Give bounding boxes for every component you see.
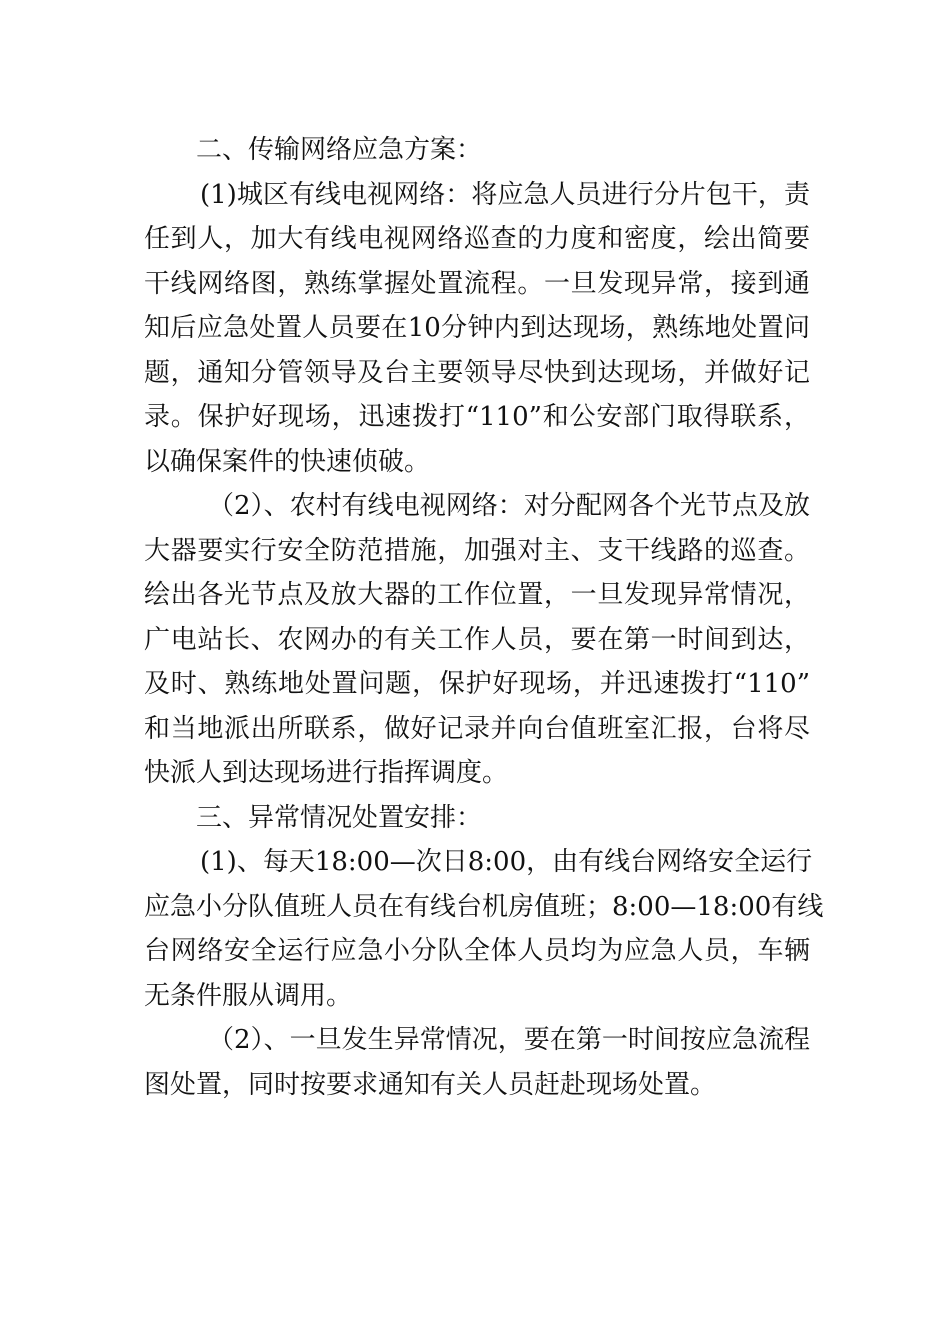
text-line: （2）、农村有线电视网络：对分配网各个光节点及放 xyxy=(208,491,810,521)
section-heading-transmission-plan xyxy=(144,128,810,173)
text-line: 题，通知分管领导及台主要领导尽快到达现场，并做好记 xyxy=(144,357,810,388)
text-line: 知后应急处置人员要在10分钟内到达现场，熟练地处置问 xyxy=(144,313,810,343)
text-line: 广电站长、农网办的有关工作人员，要在第一时间到达， xyxy=(144,624,810,655)
text-line: 任到人，加大有线电视网络巡查的力度和密度，绘出简要 xyxy=(144,224,810,254)
text-line: 和当地派出所联系，做好记录并向台值班室汇报，台将尽 xyxy=(144,713,810,744)
text-line: 及时、熟练地处置问题，保护好现场，并迅速拨打“110” xyxy=(144,669,810,699)
text-line: 二、传输网络应急方案： xyxy=(196,135,483,165)
paragraph-urban-cable-network xyxy=(144,173,810,485)
text-line: 大器要实行安全防范措施，加强对主、支干线路的巡查。 xyxy=(144,535,810,566)
text-line: 干线网络图，熟练掌握处置流程。一旦发现异常，接到通 xyxy=(144,268,810,299)
text-line: 应急小分队值班人员在有线台机房值班；8:00—18:00有线 xyxy=(144,891,824,922)
section-heading-abnormal-handling xyxy=(144,796,810,841)
paragraph-emergency-response xyxy=(144,1018,810,1107)
text-line: 以确保案件的快速侦破。 xyxy=(144,446,431,477)
text-line: 快派人到达现场进行指挥调度。 xyxy=(144,758,509,788)
text-line: 图处置，同时按要求通知有关人员赶赴现场处置。 xyxy=(144,1069,717,1100)
text-line: (1)、每天18:00—次日8:00，由有线台网络安全运行 xyxy=(200,847,813,877)
text-line: 录。保护好现场，迅速拨打“110”和公安部门取得联系， xyxy=(144,402,810,432)
document-body xyxy=(144,128,824,1107)
text-line: 台网络安全运行应急小分队全体人员均为应急人员，车辆 xyxy=(144,936,810,966)
text-line: 无条件服从调用。 xyxy=(144,980,353,1011)
text-line: (1)城区有线电视网络：将应急人员进行分片包干，责 xyxy=(200,179,810,210)
paragraph-rural-cable-network xyxy=(144,484,810,796)
text-line: 三、异常情况处置安排： xyxy=(196,802,483,833)
paragraph-duty-schedule xyxy=(144,840,824,1018)
text-line: 绘出各光节点及放大器的工作位置，一旦发现异常情况， xyxy=(144,580,810,610)
text-line: （2）、一旦发生异常情况，要在第一时间按应急流程 xyxy=(208,1025,810,1055)
